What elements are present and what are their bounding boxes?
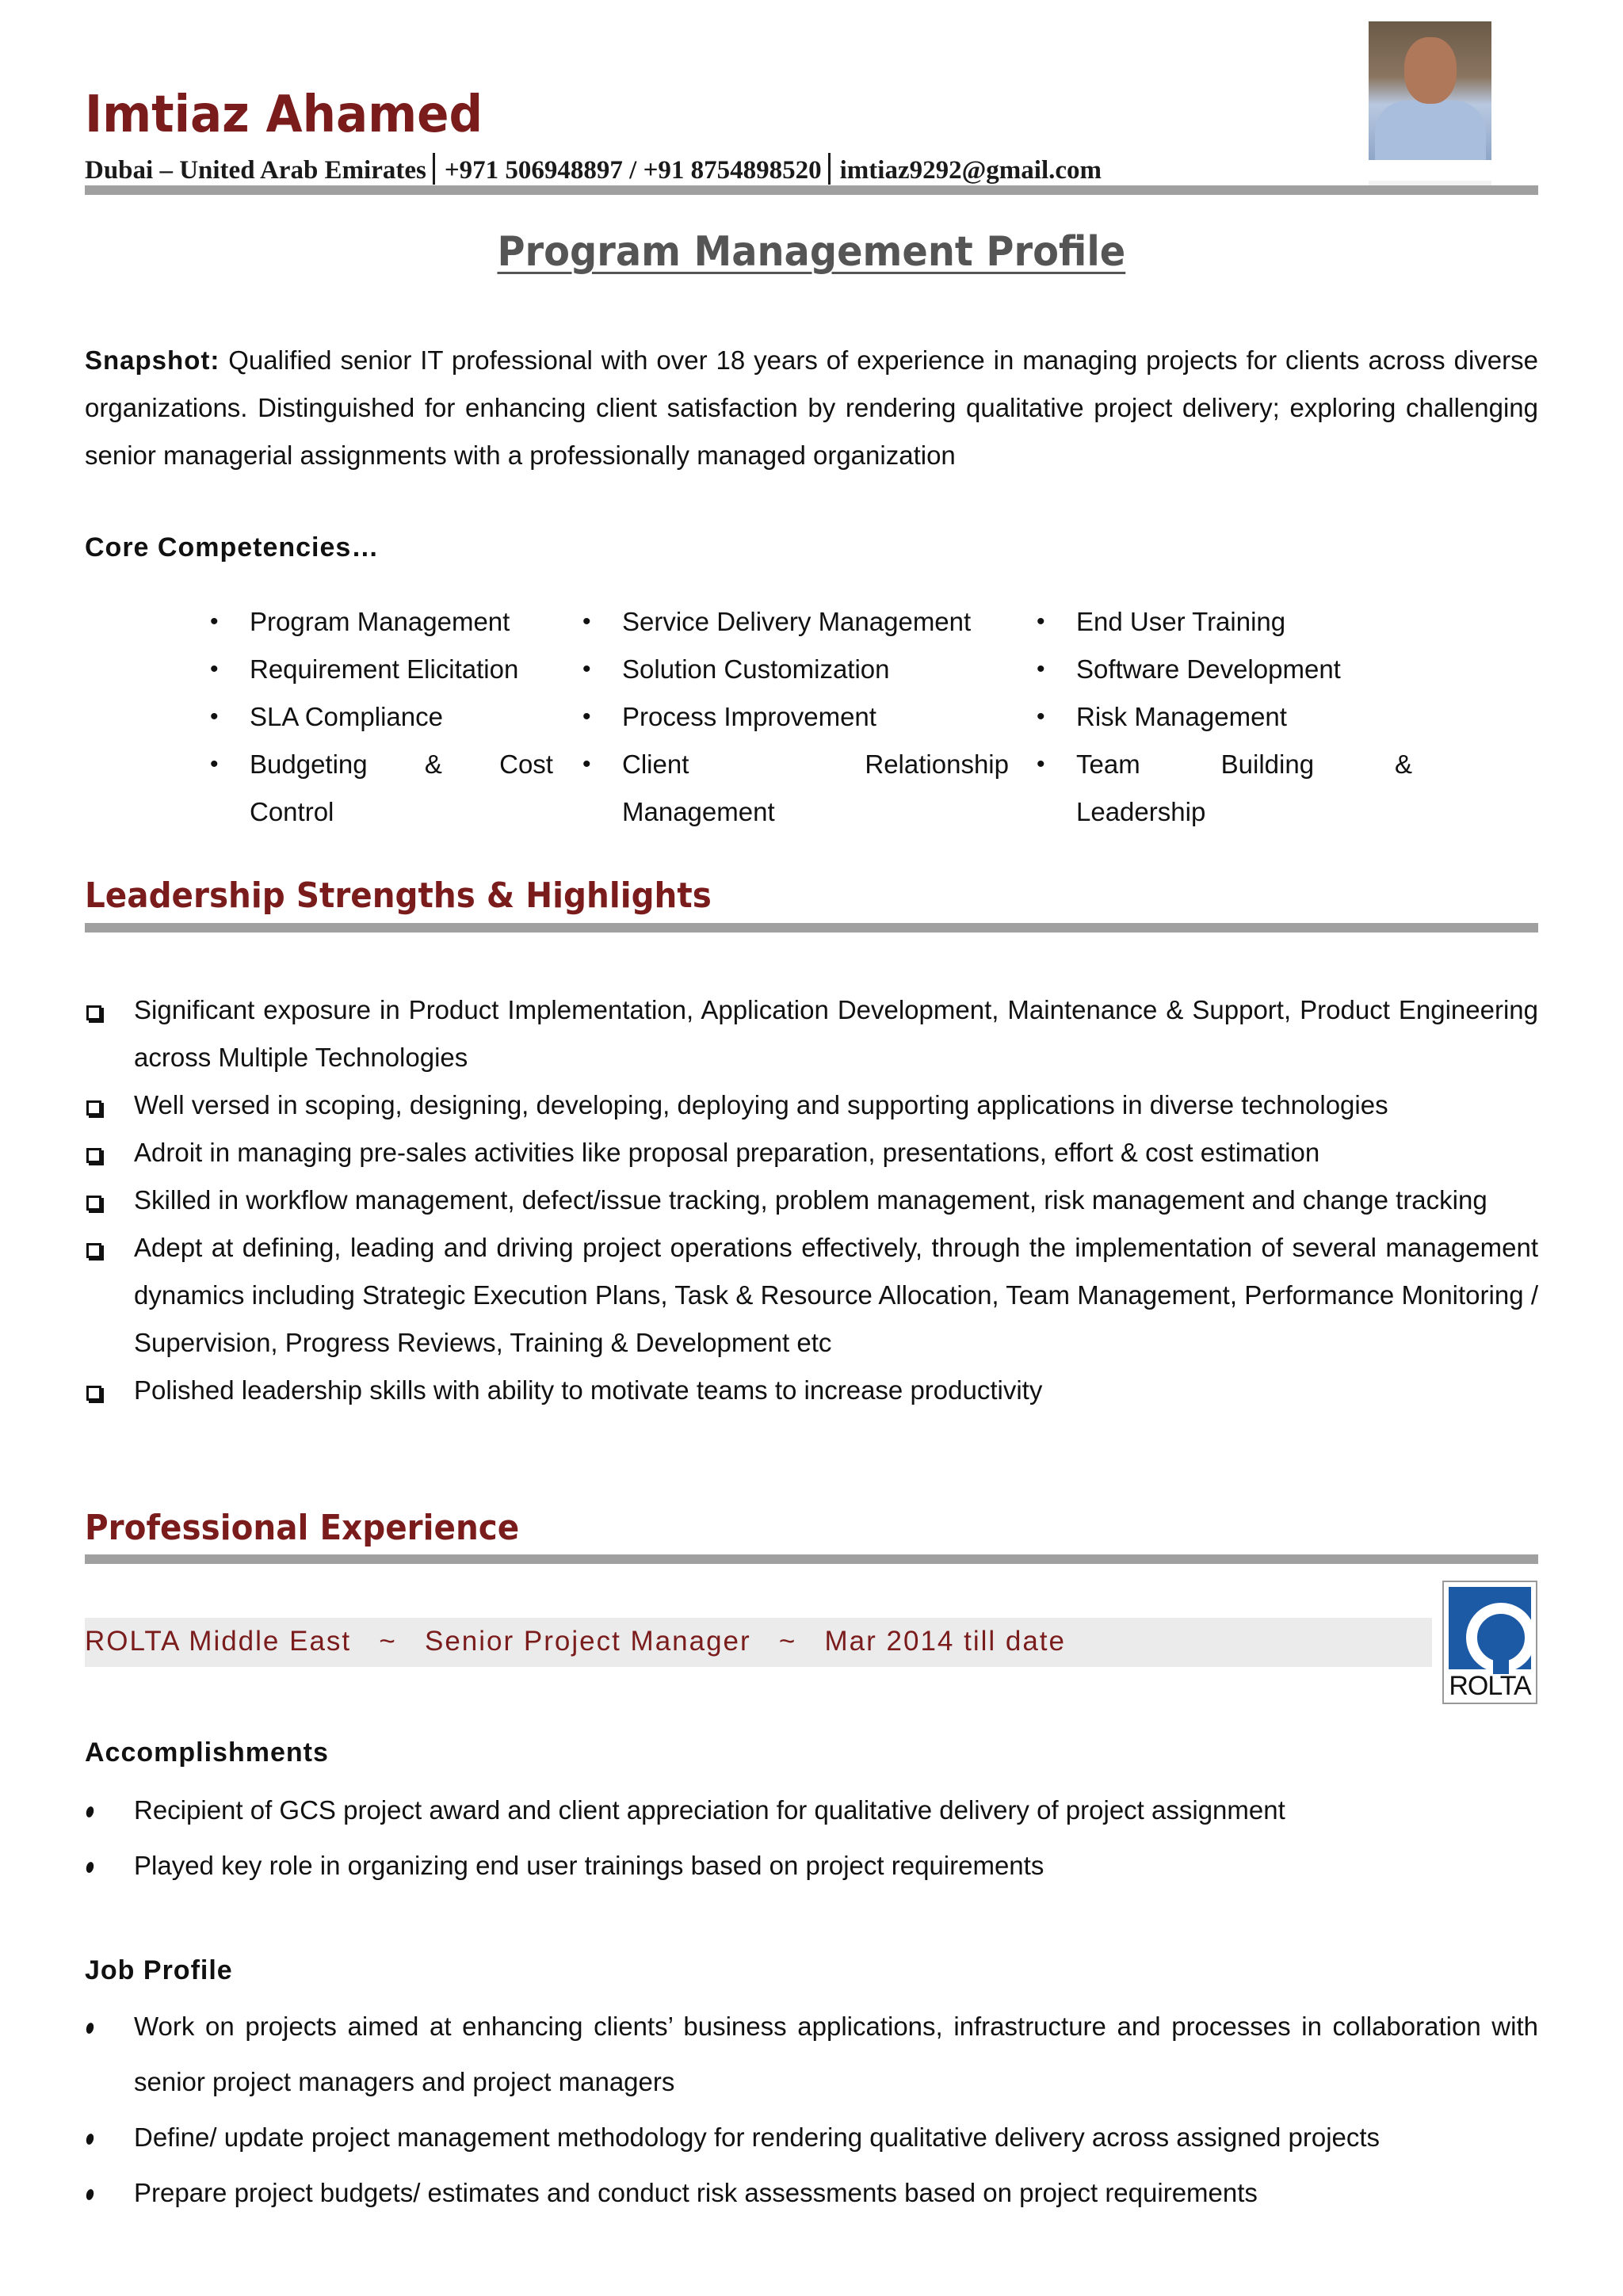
experience-rule <box>85 1554 1538 1564</box>
checkbox-bullet-icon <box>86 1148 101 1163</box>
competency-item: • End User Training <box>1037 598 1412 646</box>
company-name: ROLTA Middle East <box>85 1626 352 1657</box>
competency-item: • Solution Customization <box>582 646 1009 693</box>
competency-item: • SLA Compliance <box>210 693 553 741</box>
snapshot-text: Qualified senior IT professional with over 18 years of experience in managing projects for clients across diverse organizations. Distinguished for enhancing client satisfaction by rendering qualitative project delivery; exploring challenging senior managerial assignments with a professionally managed organization <box>85 345 1538 470</box>
checkbox-bullet-icon <box>86 1196 101 1211</box>
contact-separator <box>433 153 435 185</box>
contact-separator <box>828 153 831 185</box>
list-item: Recipient of GCS project award and client appreciation for qualitative delivery of project assignment <box>85 1783 1538 1838</box>
header-rule <box>85 185 1538 195</box>
list-item: Adroit in managing pre-sales activities like proposal preparation, presentations, effort & cost estimation <box>85 1129 1538 1177</box>
competency-item: • Budgeting & Cost Control <box>210 741 553 836</box>
job-role: Senior Project Manager <box>424 1626 751 1657</box>
accomplishments-heading: Accomplishments <box>85 1737 329 1768</box>
competency-column-1 <box>210 598 553 836</box>
job-profile-heading: Job Profile <box>85 1955 233 1985</box>
separator: ~ <box>379 1626 397 1657</box>
separator: ~ <box>778 1626 797 1657</box>
photo-face <box>1404 37 1457 104</box>
job-title-band <box>85 1618 1432 1667</box>
competency-item: • Program Management <box>210 598 553 646</box>
list-item: Played key role in organizing end user trainings based on project requirements <box>85 1838 1538 1894</box>
snapshot-label: Snapshot: <box>85 345 220 375</box>
checkbox-bullet-icon <box>86 1243 101 1258</box>
phone-numbers: +971 506948897 / +91 8754898520 <box>444 156 822 185</box>
logo-wordmark: ROLTA <box>1449 1671 1531 1701</box>
bullet-icon <box>85 1861 94 1874</box>
list-item: Skilled in workflow management, defect/issue tracking, problem management, risk management and change tracking <box>85 1177 1538 1224</box>
competency-column-3 <box>1037 598 1412 836</box>
leadership-heading: Leadership Strengths & Highlights <box>85 875 712 916</box>
competency-item: • Process Improvement <box>582 693 1009 741</box>
bullet-icon <box>85 2022 94 2035</box>
checkbox-bullet-icon <box>86 1100 101 1116</box>
location: Dubai – United Arab Emirates <box>85 156 426 185</box>
logo-mark <box>1449 1587 1531 1669</box>
job-period: Mar 2014 till date <box>824 1626 1066 1657</box>
rolta-logo <box>1442 1581 1537 1704</box>
experience-heading: Professional Experience <box>85 1508 520 1548</box>
competency-column-2 <box>582 598 1009 836</box>
profile-photo <box>1369 21 1491 160</box>
bullet-icon <box>85 2188 94 2201</box>
job-title-line <box>85 1626 1066 1657</box>
accomplishments-list <box>85 1783 1538 1894</box>
candidate-name: Imtiaz Ahamed <box>85 86 483 144</box>
snapshot-paragraph <box>85 337 1538 479</box>
competency-item: • Service Delivery Management <box>582 598 1009 646</box>
checkbox-bullet-icon <box>86 1386 101 1401</box>
email: imtiaz9292@gmail.com <box>839 156 1102 185</box>
bullet-icon <box>85 1806 94 1818</box>
list-item: Prepare project budgets/ estimates and conduct risk assessments based on project requirements <box>85 2165 1538 2221</box>
core-competencies-heading: Core Competencies… <box>85 532 380 563</box>
contact-line <box>85 153 1102 185</box>
bullet-icon <box>85 2133 94 2145</box>
photo-shirt <box>1375 101 1486 160</box>
list-item: Polished leadership skills with ability to motivate teams to increase productivity <box>85 1367 1538 1414</box>
list-item: Work on projects aimed at enhancing clients’ business applications, infrastructure and processes in collaboration with senior project managers and project managers <box>85 1999 1538 2110</box>
competency-item: • Team Building & Leadership <box>1037 741 1412 836</box>
list-item: Adept at defining, leading and driving project operations effectively, through the implementation of several management dynamics including Strategic Execution Plans, Task & Resource Allocation, Team Management, Performance Monitoring / Supervision, Progress Reviews, Training & Development etc <box>85 1224 1538 1367</box>
competency-item: • Requirement Elicitation <box>210 646 553 693</box>
leadership-list <box>85 986 1538 1414</box>
job-profile-list <box>85 1999 1538 2221</box>
leadership-rule <box>85 923 1538 933</box>
list-item: Significant exposure in Product Implementation, Application Development, Maintenance & Support, Product Engineering across Multiple Technologies <box>85 986 1538 1081</box>
checkbox-bullet-icon <box>86 1005 101 1020</box>
list-item: Define/ update project management methodology for rendering qualitative delivery across assigned projects <box>85 2110 1538 2165</box>
competency-item: • Client Relationship Management <box>582 741 1009 836</box>
list-item: Well versed in scoping, designing, developing, deploying and supporting applications in diverse technologies <box>85 1081 1538 1129</box>
competency-item: • Risk Management <box>1037 693 1412 741</box>
page-title: Program Management Profile <box>497 228 1126 276</box>
competency-item: • Software Development <box>1037 646 1412 693</box>
